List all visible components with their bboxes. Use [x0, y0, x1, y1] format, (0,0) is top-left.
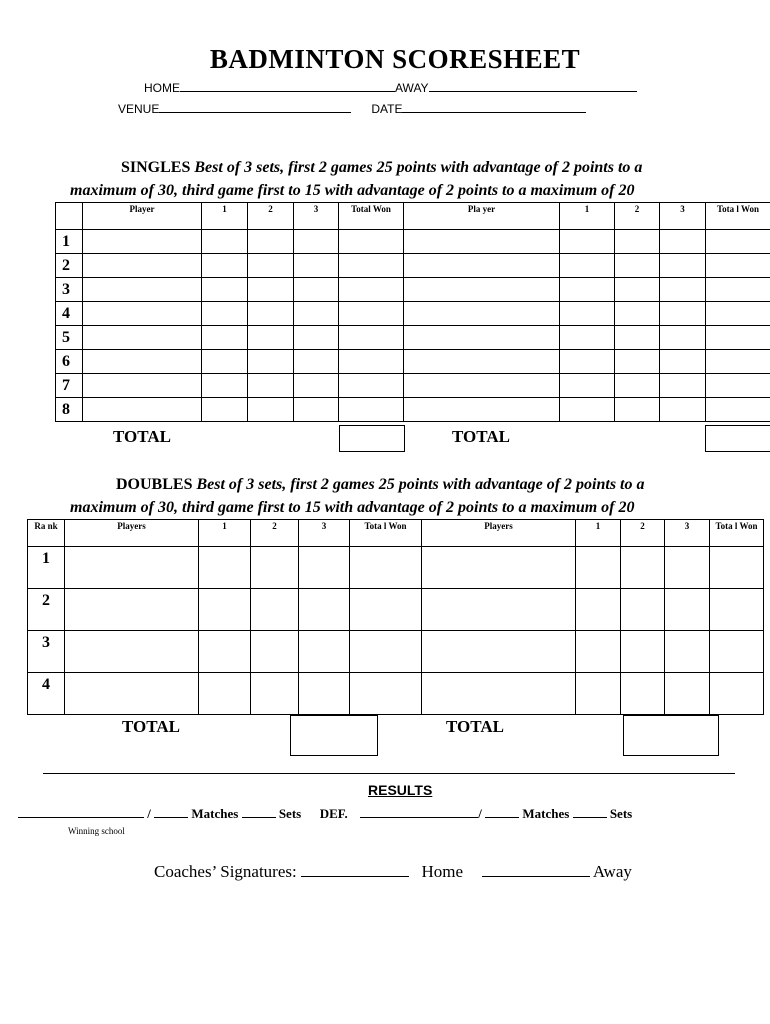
singles-row-number: 1 [56, 230, 83, 254]
doubles-cell[interactable] [710, 547, 764, 589]
doubles-row-rank: 2 [28, 589, 65, 631]
singles-cell[interactable] [248, 278, 294, 302]
signatures-label: Coaches’ Signatures: [154, 862, 297, 881]
home-away-row [144, 80, 637, 95]
results-divider [43, 773, 735, 774]
results-line [18, 806, 632, 822]
singles-cell[interactable] [339, 278, 404, 302]
singles-cell[interactable] [248, 398, 294, 422]
singles-cell[interactable] [560, 374, 615, 398]
doubles-cell[interactable] [65, 673, 199, 715]
singles-cell[interactable] [660, 230, 706, 254]
singles-cell[interactable] [660, 374, 706, 398]
singles-cell[interactable] [660, 350, 706, 374]
doubles-cell[interactable] [299, 673, 350, 715]
doubles-cell[interactable] [665, 631, 710, 673]
doubles-cell[interactable] [251, 673, 299, 715]
doubles-cell[interactable] [251, 589, 299, 631]
winner-sets-label: Sets [278, 806, 302, 821]
date-label: DATE [371, 102, 403, 116]
singles-cell[interactable] [294, 326, 339, 350]
singles-cell[interactable] [660, 326, 706, 350]
singles-row-number: 5 [56, 326, 83, 350]
doubles-cell[interactable] [422, 631, 576, 673]
singles-cell[interactable] [83, 350, 202, 374]
singles-table [55, 202, 770, 422]
doubles-col-rank: Ra nk [28, 520, 65, 547]
winner-matches-label: Matches [191, 806, 239, 821]
singles-cell[interactable] [615, 302, 660, 326]
doubles-col-total-won-left: Tota l Won [350, 520, 422, 547]
singles-cell[interactable] [294, 374, 339, 398]
away-field[interactable] [429, 80, 637, 92]
singles-cell[interactable] [615, 278, 660, 302]
winner-matches-field[interactable] [154, 806, 188, 818]
def-label: DEF. [319, 806, 348, 821]
singles-cell[interactable] [706, 374, 770, 398]
singles-cell[interactable] [706, 350, 770, 374]
doubles-col-3-left: 3 [299, 520, 350, 547]
singles-cell[interactable] [404, 230, 560, 254]
singles-cell[interactable] [560, 230, 615, 254]
singles-cell[interactable] [339, 254, 404, 278]
doubles-row [28, 673, 764, 715]
singles-cell[interactable] [404, 302, 560, 326]
singles-cell[interactable] [404, 398, 560, 422]
singles-row-number: 2 [56, 254, 83, 278]
singles-row [56, 350, 770, 374]
signatures-line [154, 862, 632, 882]
doubles-cell[interactable] [621, 631, 665, 673]
singles-row-number: 4 [56, 302, 83, 326]
doubles-total-box-right[interactable] [623, 715, 719, 756]
doubles-col-2-left: 2 [251, 520, 299, 547]
doubles-cell[interactable] [350, 631, 422, 673]
doubles-cell[interactable] [199, 547, 251, 589]
doubles-cell[interactable] [621, 589, 665, 631]
singles-cell[interactable] [248, 302, 294, 326]
singles-cell[interactable] [560, 398, 615, 422]
doubles-col-2-right: 2 [621, 520, 665, 547]
doubles-heading: DOUBLES [116, 476, 193, 493]
singles-cell[interactable] [83, 230, 202, 254]
winning-school-caption: Winning school [68, 826, 125, 836]
singles-cell[interactable] [248, 326, 294, 350]
doubles-cell[interactable] [65, 589, 199, 631]
signatures-away-label: Away [592, 862, 632, 881]
singles-cell[interactable] [83, 374, 202, 398]
singles-cell[interactable] [404, 254, 560, 278]
singles-cell[interactable] [706, 254, 770, 278]
doubles-cell[interactable] [665, 589, 710, 631]
doubles-col-players-right: Players [422, 520, 576, 547]
date-field[interactable] [402, 101, 586, 113]
singles-total-label-right: TOTAL [452, 427, 510, 446]
loser-matches-field[interactable] [485, 806, 519, 818]
loser-matches-label: Matches [522, 806, 570, 821]
doubles-cell[interactable] [576, 631, 621, 673]
doubles-cell[interactable] [576, 589, 621, 631]
singles-total-label-left: TOTAL [113, 427, 171, 446]
singles-cell[interactable] [615, 326, 660, 350]
doubles-cell[interactable] [665, 547, 710, 589]
singles-cell[interactable] [294, 302, 339, 326]
doubles-cell[interactable] [299, 547, 350, 589]
singles-row [56, 302, 770, 326]
losing-school-field[interactable] [360, 806, 478, 818]
singles-cell[interactable] [404, 374, 560, 398]
away-label: AWAY [395, 81, 429, 95]
singles-col-player-left: Player [83, 203, 202, 230]
doubles-cell[interactable] [350, 547, 422, 589]
winner-sets-field[interactable] [242, 806, 276, 818]
singles-col-3-right: 3 [660, 203, 706, 230]
singles-cell[interactable] [248, 254, 294, 278]
winning-school-field[interactable] [18, 806, 144, 818]
singles-cell[interactable] [615, 254, 660, 278]
page-title: BADMINTON SCORESHEET [209, 44, 581, 74]
doubles-cell[interactable] [422, 589, 576, 631]
doubles-col-1-left: 1 [199, 520, 251, 547]
singles-cell[interactable] [294, 254, 339, 278]
singles-cell[interactable] [615, 230, 660, 254]
venue-field[interactable] [159, 101, 351, 113]
singles-cell[interactable] [294, 398, 339, 422]
singles-col-player-right: Pla yer [404, 203, 560, 230]
singles-heading: SINGLES [121, 159, 191, 176]
singles-row-number: 3 [56, 278, 83, 302]
results-heading: RESULTS [368, 782, 433, 798]
venue-label: VENUE [118, 102, 160, 116]
singles-cell[interactable] [560, 326, 615, 350]
results-slash-right: / [478, 806, 482, 821]
singles-rules-line2: maximum of 30, third game first to 15 with advantage of 2 points to a maximum of 20 [70, 182, 635, 199]
singles-rules-text1: Best of 3 sets, first 2 games 25 points with advantage of 2 points to a [194, 159, 643, 176]
singles-total-box-right[interactable] [705, 425, 770, 452]
singles-row [56, 398, 770, 422]
doubles-cell[interactable] [422, 673, 576, 715]
doubles-rules-text1: Best of 3 sets, first 2 games 25 points with advantage of 2 points to a [196, 476, 645, 493]
singles-col-2-left: 2 [248, 203, 294, 230]
singles-cell[interactable] [83, 302, 202, 326]
singles-row [56, 230, 770, 254]
doubles-cell[interactable] [422, 547, 576, 589]
singles-cell[interactable] [660, 278, 706, 302]
home-field[interactable] [180, 80, 395, 92]
singles-cell[interactable] [404, 350, 560, 374]
doubles-cell[interactable] [350, 589, 422, 631]
singles-cell[interactable] [83, 326, 202, 350]
singles-cell[interactable] [560, 350, 615, 374]
singles-total-box-left[interactable] [339, 425, 405, 452]
singles-cell[interactable] [248, 230, 294, 254]
singles-cell[interactable] [660, 398, 706, 422]
home-signature-field[interactable] [301, 862, 409, 877]
doubles-row-rank: 1 [28, 547, 65, 589]
singles-cell[interactable] [404, 278, 560, 302]
singles-cell[interactable] [560, 278, 615, 302]
singles-cell[interactable] [294, 350, 339, 374]
singles-cell[interactable] [202, 254, 248, 278]
singles-cell[interactable] [706, 302, 770, 326]
singles-row [56, 326, 770, 350]
singles-cell[interactable] [339, 374, 404, 398]
loser-sets-label: Sets [609, 806, 633, 821]
singles-col-1-left: 1 [202, 203, 248, 230]
singles-cell[interactable] [339, 302, 404, 326]
doubles-row [28, 589, 764, 631]
singles-cell[interactable] [248, 374, 294, 398]
singles-col-2-right: 2 [615, 203, 660, 230]
singles-cell[interactable] [202, 302, 248, 326]
singles-cell[interactable] [615, 350, 660, 374]
singles-cell[interactable] [202, 326, 248, 350]
doubles-header-row [28, 520, 764, 547]
singles-cell[interactable] [294, 278, 339, 302]
doubles-col-total-won-right: Tota l Won [710, 520, 764, 547]
singles-cell[interactable] [660, 302, 706, 326]
singles-col-3-left: 3 [294, 203, 339, 230]
singles-row [56, 278, 770, 302]
singles-row-number: 6 [56, 350, 83, 374]
singles-cell[interactable] [615, 398, 660, 422]
doubles-cell[interactable] [621, 673, 665, 715]
singles-cell[interactable] [83, 278, 202, 302]
doubles-cell[interactable] [299, 589, 350, 631]
singles-cell[interactable] [339, 326, 404, 350]
singles-cell[interactable] [615, 374, 660, 398]
singles-cell[interactable] [706, 326, 770, 350]
doubles-row-rank: 4 [28, 673, 65, 715]
singles-cell[interactable] [706, 398, 770, 422]
doubles-cell[interactable] [199, 631, 251, 673]
venue-date-row [118, 101, 586, 116]
home-label: HOME [144, 81, 180, 95]
doubles-row-rank: 3 [28, 631, 65, 673]
doubles-cell[interactable] [710, 589, 764, 631]
doubles-cell[interactable] [621, 547, 665, 589]
singles-header-row [56, 203, 770, 230]
doubles-cell[interactable] [199, 589, 251, 631]
doubles-cell[interactable] [299, 631, 350, 673]
doubles-total-box-left[interactable] [290, 715, 378, 756]
singles-cell[interactable] [660, 254, 706, 278]
singles-row [56, 374, 770, 398]
singles-cell[interactable] [294, 230, 339, 254]
singles-cell[interactable] [202, 398, 248, 422]
singles-cell[interactable] [560, 254, 615, 278]
singles-row [56, 254, 770, 278]
doubles-row [28, 631, 764, 673]
away-signature-field[interactable] [482, 862, 590, 877]
singles-cell[interactable] [560, 302, 615, 326]
results-slash-left: / [147, 806, 151, 821]
doubles-table [27, 519, 764, 715]
doubles-cell[interactable] [710, 673, 764, 715]
singles-col-total-won-right: Tota l Won [706, 203, 770, 230]
singles-cell[interactable] [404, 326, 560, 350]
doubles-col-players-left: Players [65, 520, 199, 547]
doubles-row [28, 547, 764, 589]
doubles-cell[interactable] [65, 547, 199, 589]
singles-row-number: 8 [56, 398, 83, 422]
doubles-cell[interactable] [251, 547, 299, 589]
doubles-cell[interactable] [251, 631, 299, 673]
singles-cell[interactable] [339, 398, 404, 422]
doubles-rules-line2: maximum of 30, third game first to 15 with advantage of 2 points to a maximum of 20 [70, 499, 635, 516]
loser-sets-field[interactable] [573, 806, 607, 818]
doubles-col-3-right: 3 [665, 520, 710, 547]
singles-col-total-won-left: Total Won [339, 203, 404, 230]
singles-cell[interactable] [339, 230, 404, 254]
singles-cell[interactable] [202, 374, 248, 398]
doubles-cell[interactable] [350, 673, 422, 715]
doubles-cell[interactable] [576, 673, 621, 715]
doubles-cell[interactable] [576, 547, 621, 589]
doubles-col-1-right: 1 [576, 520, 621, 547]
signatures-home-label: Home [421, 862, 464, 881]
singles-col-1-right: 1 [560, 203, 615, 230]
singles-row-number: 7 [56, 374, 83, 398]
singles-cell[interactable] [202, 278, 248, 302]
singles-cell[interactable] [339, 350, 404, 374]
doubles-total-label-left: TOTAL [122, 717, 180, 736]
doubles-cell[interactable] [199, 673, 251, 715]
singles-cell[interactable] [248, 350, 294, 374]
singles-cell[interactable] [83, 254, 202, 278]
singles-cell[interactable] [83, 398, 202, 422]
doubles-cell[interactable] [665, 673, 710, 715]
singles-cell[interactable] [706, 230, 770, 254]
singles-cell[interactable] [706, 278, 770, 302]
doubles-rules-line1 [116, 474, 766, 496]
singles-rules-line1 [121, 157, 761, 179]
singles-cell[interactable] [202, 350, 248, 374]
doubles-cell[interactable] [710, 631, 764, 673]
singles-corner-cell [56, 203, 83, 230]
doubles-total-label-right: TOTAL [446, 717, 504, 736]
singles-cell[interactable] [202, 230, 248, 254]
doubles-cell[interactable] [65, 631, 199, 673]
